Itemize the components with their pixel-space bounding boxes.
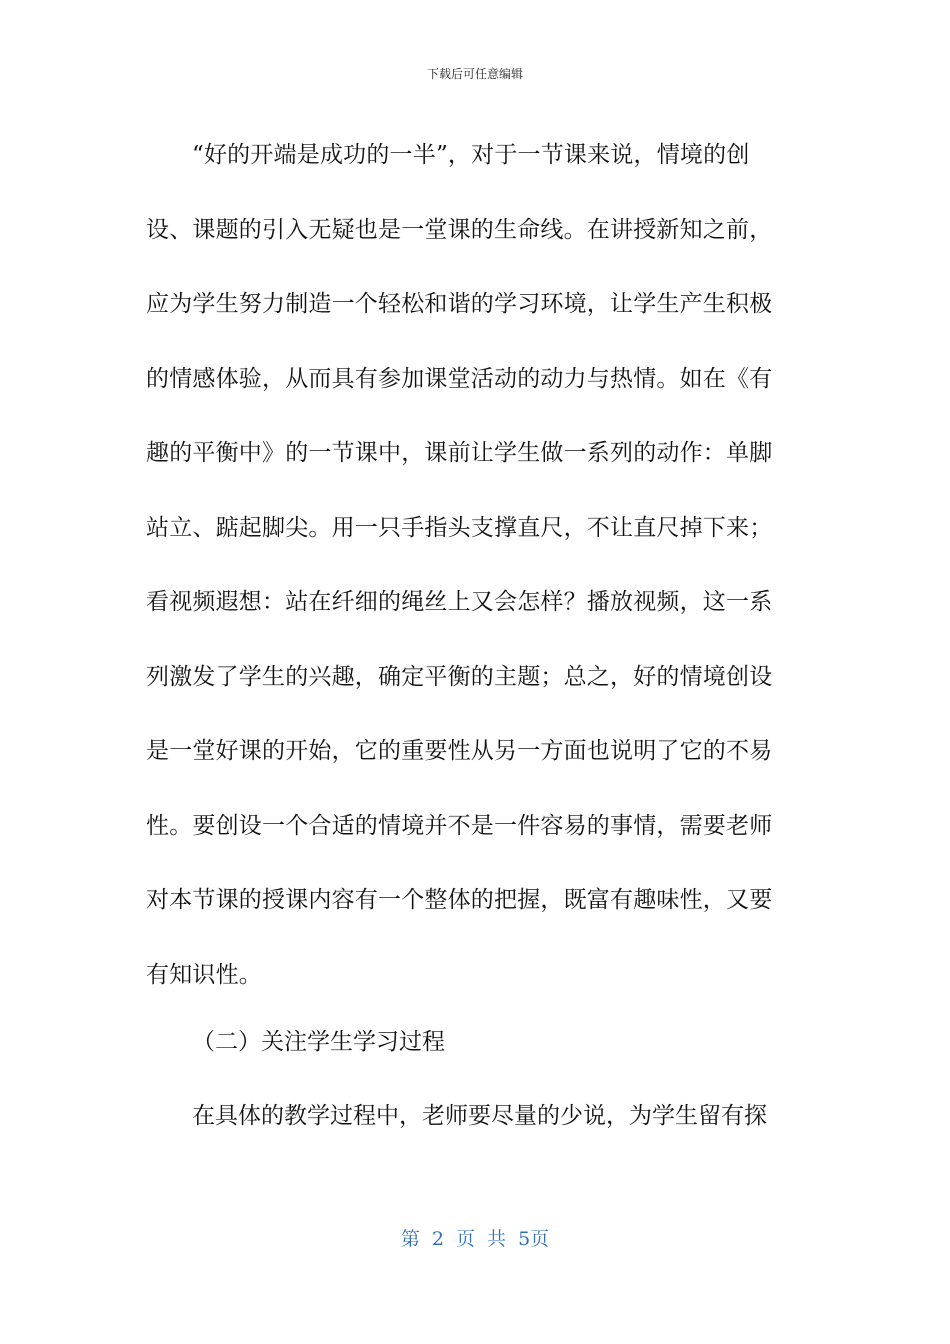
paragraph-line: 有知识性。 xyxy=(146,961,262,988)
main-paragraph xyxy=(146,118,806,1012)
paragraph-line: 趣的平衡中》的一节课中，课前让学生做一系列的动作：单脚 xyxy=(146,440,773,466)
paragraph-line: 站立、踮起脚尖。用一只手指头支撑直尺，不让直尺掉下来； xyxy=(146,514,773,541)
paragraph-line: 设、课题的引入无疑也是一堂课的生命线。在讲授新知之前， xyxy=(146,216,773,243)
paragraph-line: 看视频遐想：站在纤细的绳丝上又会怎样？播放视频，这一系 xyxy=(146,589,773,615)
page-number-footer: 第 2 页 共 5页 xyxy=(400,1228,550,1250)
paragraph-line: 性。要创设一个合适的情境并不是一件容易的事情，需要老师 xyxy=(146,812,773,839)
section-heading: （二）关注学生学习过程 xyxy=(192,1029,445,1055)
next-paragraph: 在具体的教学过程中，老师要尽量的少说，为学生留有探 xyxy=(192,1103,767,1129)
paragraph-line: 的情感体验，从而具有参加课堂活动的动力与热情。如在《有 xyxy=(146,365,773,392)
paragraph-line: 是一堂好课的开始，它的重要性从另一方面也说明了它的不易 xyxy=(146,738,773,764)
page-header: 下载后可任意编辑 xyxy=(426,67,523,81)
paragraph-line: “好的开端是成功的一半”，对于一节课来说，情境的创 xyxy=(192,142,750,168)
paragraph-line: 对本节课的授课内容有一个整体的把握，既富有趣味性，又要 xyxy=(146,887,773,913)
paragraph-line: 应为学生努力制造一个轻松和谐的学习环境，让学生产生积极 xyxy=(146,291,773,317)
paragraph-line: 列激发了学生的兴趣，确定平衡的主题；总之，好的情境创设 xyxy=(146,663,773,690)
